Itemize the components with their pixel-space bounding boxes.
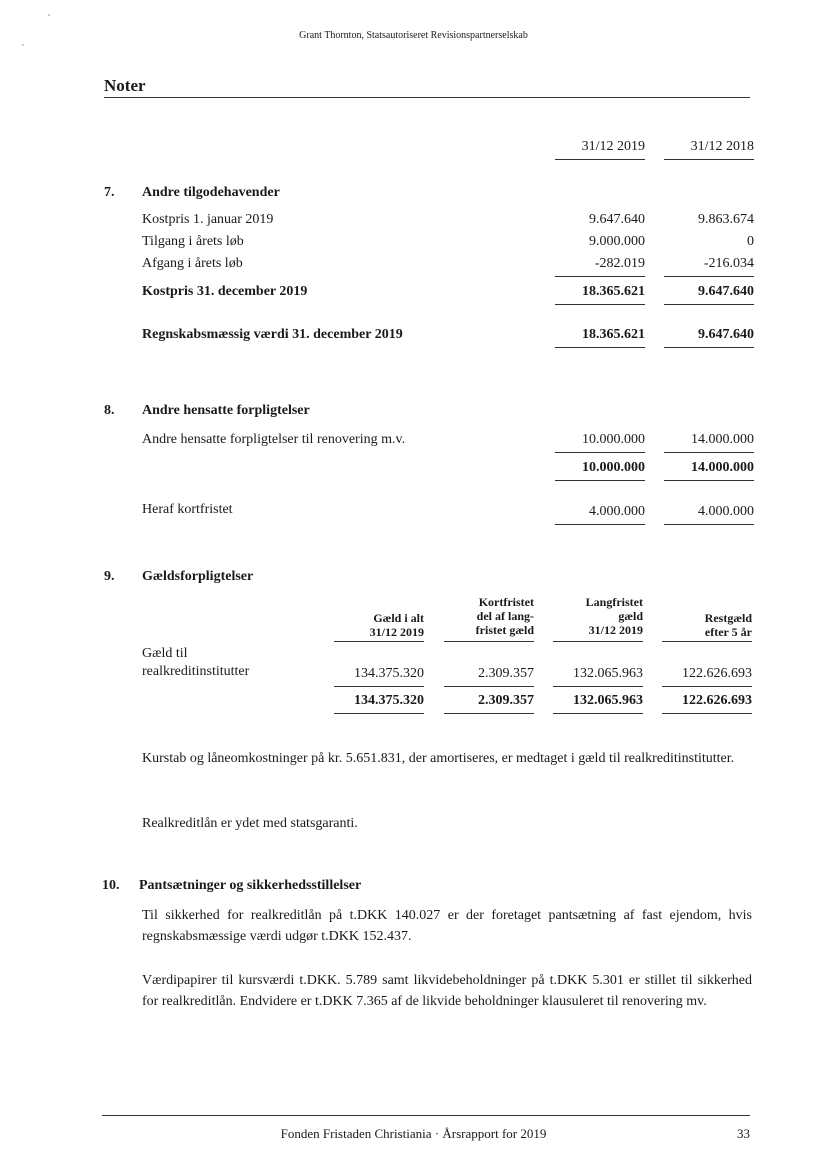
book-value-label: Regnskabsmæssig værdi 31. december 2019 (142, 327, 403, 342)
column-header-short-term: Kortfristet del af lang- fristet gæld (475, 595, 534, 637)
total-2019: 18.365.621 (582, 284, 645, 299)
total-rule (334, 713, 424, 714)
scan-speck (48, 14, 50, 16)
total-rule (664, 347, 754, 348)
total-rule (662, 713, 752, 714)
row-label: Tilgang i årets løb (142, 234, 244, 249)
sum-rule (553, 686, 643, 687)
value-2019: 4.000.000 (589, 504, 645, 519)
column-header-rule (664, 159, 754, 160)
value-2018: 4.000.000 (698, 504, 754, 519)
title-rule (104, 97, 750, 98)
column-header-2018: 31/12 2018 (690, 139, 754, 154)
value-2019: 10.000.000 (582, 432, 645, 447)
row-label: Heraf kortfristet (142, 502, 233, 517)
sum-rule (555, 452, 645, 453)
note-number: 7. (104, 185, 115, 200)
page-title: Noter (104, 76, 146, 95)
note10-paragraph: Til sikkerhed for realkreditlån på t.DKK 140.027 er der foretaget pantsætning af fast ejendom, hvis regnskabsmæssige værdi udgør t.DKK 152.437. (142, 908, 752, 944)
total-rule (664, 304, 754, 305)
total-total-debt: 134.375.320 (354, 693, 424, 708)
value-remaining: 122.626.693 (682, 666, 752, 681)
footer-rule (102, 1115, 750, 1116)
value-2019: 9.647.640 (589, 212, 645, 227)
row-label: realkreditinstitutter (142, 664, 250, 679)
sum-rule (664, 276, 754, 277)
row-label: Afgang i årets løb (142, 256, 243, 271)
note-title: Andre tilgodehavender (142, 185, 280, 200)
total-rule (553, 713, 643, 714)
total-long-term: 132.065.963 (573, 693, 643, 708)
sum-rule (555, 524, 645, 525)
sum-rule (444, 686, 534, 687)
note9-paragraph: Realkreditlån er ydet med statsgaranti. (142, 816, 358, 831)
sum-rule (662, 686, 752, 687)
sum-rule (555, 276, 645, 277)
value-2018: 9.863.674 (698, 212, 754, 227)
row-label: Andre hensatte forpligtelser til renovering m.v. (142, 432, 406, 447)
row-label: Kostpris 1. januar 2019 (142, 212, 274, 227)
total-remaining: 122.626.693 (682, 693, 752, 708)
value-2018: -216.034 (703, 256, 754, 271)
note-number: 9. (104, 569, 115, 584)
total-short-term: 2.309.357 (478, 693, 534, 708)
value-long-term: 132.065.963 (573, 666, 643, 681)
note-title: Gældsforpligtelser (142, 569, 254, 584)
header-rule (334, 641, 424, 642)
row-label: Gæld til (142, 646, 188, 661)
column-header-long-term: Langfristet gæld 31/12 2019 (585, 595, 643, 637)
total-rule (555, 304, 645, 305)
sum-rule (664, 524, 754, 525)
note-title: Andre hensatte forpligtelser (142, 403, 310, 418)
total-rule (555, 347, 645, 348)
total-2019: 10.000.000 (582, 460, 645, 475)
note-number: 8. (104, 403, 115, 418)
total-rule (555, 480, 645, 481)
value-2019: -282.019 (594, 256, 645, 271)
note10-paragraph: Værdipapirer til kursværdi t.DKK. 5.789 samt likvidebeholdninger på t.DKK 5.301 er stillet til sikkerhed for realkreditlån. Endvidere er t.DKK 7.365 af de likvide beholdninger klausuleret til renovering mv. (142, 973, 752, 1009)
column-header-total-debt: Gæld i alt 31/12 2019 (369, 611, 424, 639)
footer-text: Fonden Fristaden Christiania · Årsrapport for 2019 (280, 1126, 547, 1141)
header-rule (444, 641, 534, 642)
value-2018: 0 (747, 234, 754, 249)
value-2018: 14.000.000 (691, 432, 754, 447)
value-2019: 9.000.000 (589, 234, 645, 249)
note9-paragraph: Kurstab og låneomkostninger på kr. 5.651.831, der amortiseres, er medtaget i gæld til realkreditinstitutter. (142, 751, 735, 766)
total-rule (444, 713, 534, 714)
column-header-remaining: Restgæld efter 5 år (704, 611, 752, 639)
total-2018: 9.647.640 (698, 284, 754, 299)
book-value-2018: 9.647.640 (698, 327, 754, 342)
column-header-2019: 31/12 2019 (581, 139, 645, 154)
book-value-2019: 18.365.621 (582, 327, 645, 342)
sum-rule (334, 686, 424, 687)
page-header: Grant Thornton, Statsautoriseret Revisionspartnerselskab (299, 30, 528, 41)
total-2018: 14.000.000 (691, 460, 754, 475)
total-rule (664, 480, 754, 481)
header-rule (662, 641, 752, 642)
note-number: 10. (102, 878, 120, 893)
page-number: 33 (737, 1126, 750, 1141)
scan-speck (22, 44, 24, 46)
total-label: Kostpris 31. december 2019 (142, 284, 308, 299)
value-total-debt: 134.375.320 (354, 666, 424, 681)
header-rule (553, 641, 643, 642)
sum-rule (664, 452, 754, 453)
note-title: Pantsætninger og sikkerhedsstillelser (139, 878, 362, 893)
column-header-rule (555, 159, 645, 160)
value-short-term: 2.309.357 (478, 666, 534, 681)
